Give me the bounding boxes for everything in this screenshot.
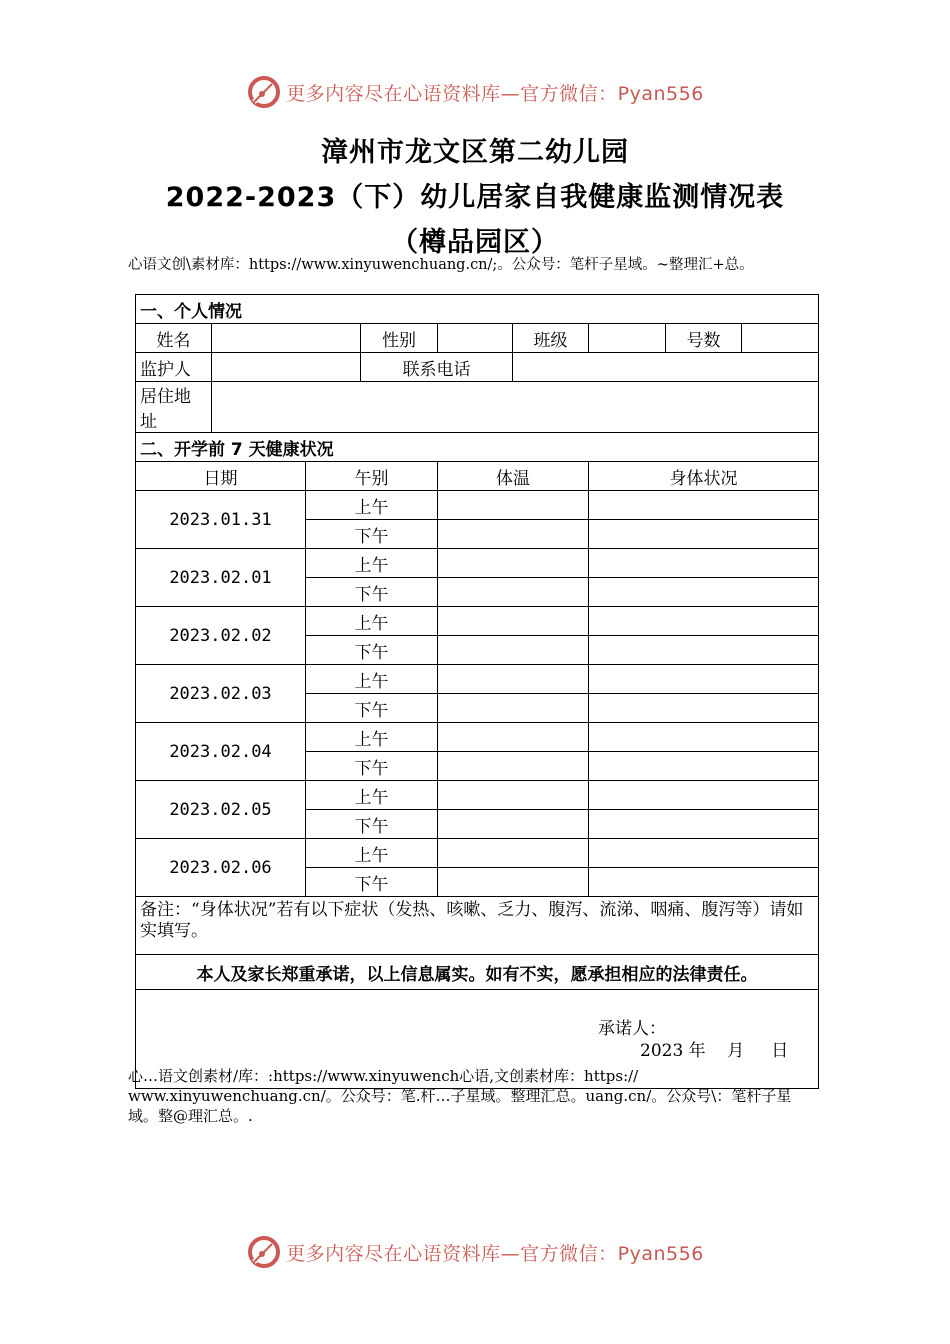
- am-label: 上午: [306, 839, 438, 868]
- condition-field[interactable]: [589, 781, 819, 810]
- number-label: 号数: [666, 324, 742, 353]
- pen-swirl-logo-icon: [246, 74, 282, 110]
- section-personal-heading: 一、个人情况: [136, 295, 819, 324]
- guardian-label: 监护人: [136, 353, 212, 382]
- condition-field[interactable]: [589, 810, 819, 839]
- date-cell: 2023.01.31: [136, 491, 306, 549]
- am-label: 上午: [306, 491, 438, 520]
- condition-field[interactable]: [589, 839, 819, 868]
- date-cell: 2023.02.04: [136, 723, 306, 781]
- am-label: 上午: [306, 665, 438, 694]
- temp-field[interactable]: [438, 868, 589, 897]
- school-title: 漳州市龙文区第二幼儿园: [321, 137, 629, 168]
- class-field[interactable]: [589, 324, 666, 353]
- pm-label: 下午: [306, 636, 438, 665]
- col-temp-header: 体温: [438, 462, 589, 491]
- gender-field[interactable]: [438, 324, 513, 353]
- phone-label: 联系电话: [361, 353, 513, 382]
- col-date-header: 日期: [136, 462, 306, 491]
- temp-field[interactable]: [438, 520, 589, 549]
- signer-label: 承诺人：: [598, 1019, 666, 1039]
- condition-field[interactable]: [589, 607, 819, 636]
- name-label: 姓名: [136, 324, 212, 353]
- temp-field[interactable]: [438, 607, 589, 636]
- temp-field[interactable]: [438, 781, 589, 810]
- signature-date: 2023 年 月 日: [640, 1041, 789, 1061]
- temp-field[interactable]: [438, 694, 589, 723]
- date-cell: 2023.02.05: [136, 781, 306, 839]
- condition-field[interactable]: [589, 549, 819, 578]
- temp-field[interactable]: [438, 752, 589, 781]
- pm-label: 下午: [306, 868, 438, 897]
- date-cell: 2023.02.06: [136, 839, 306, 897]
- gender-label: 性别: [361, 324, 438, 353]
- col-period-header: 午别: [306, 462, 438, 491]
- condition-field[interactable]: [589, 868, 819, 897]
- pm-label: 下午: [306, 694, 438, 723]
- header-banner: [0, 72, 950, 112]
- footer-banner: [0, 1232, 950, 1272]
- condition-field[interactable]: [589, 752, 819, 781]
- am-label: 上午: [306, 781, 438, 810]
- condition-field[interactable]: [589, 694, 819, 723]
- guardian-field[interactable]: [212, 353, 361, 382]
- pm-label: 下午: [306, 810, 438, 839]
- section-health-heading: 二、开学前 7 天健康状况: [136, 433, 819, 462]
- date-cell: 2023.02.02: [136, 607, 306, 665]
- pen-swirl-logo-icon: [246, 1234, 282, 1270]
- temp-field[interactable]: [438, 636, 589, 665]
- promise-statement: 本人及家长郑重承诺，以上信息属实。如有不实，愿承担相应的法律责任。: [136, 955, 819, 990]
- temp-field[interactable]: [438, 723, 589, 752]
- phone-field[interactable]: [513, 353, 819, 382]
- watermark-bottom: 心…语文创素材/库：:https://www.xinyuwench心语,文创素材库：https:// www.xinyuwenchuang.cn/。公众号：笔.杆…子星域。整理汇总。uang.cn/。公众号\：笔杆子星域。整@理汇总。.: [128, 1067, 792, 1125]
- am-label: 上午: [306, 723, 438, 752]
- condition-field[interactable]: [589, 491, 819, 520]
- class-label: 班级: [513, 324, 589, 353]
- am-label: 上午: [306, 607, 438, 636]
- temp-field[interactable]: [438, 549, 589, 578]
- pm-label: 下午: [306, 520, 438, 549]
- condition-field[interactable]: [589, 636, 819, 665]
- number-field[interactable]: [742, 324, 819, 353]
- pm-label: 下午: [306, 752, 438, 781]
- condition-field[interactable]: [589, 520, 819, 549]
- form-title: 2022-2023（下）幼儿居家自我健康监测情况表: [165, 182, 785, 213]
- temp-field[interactable]: [438, 665, 589, 694]
- banner-text: 更多内容尽在心语资料库—官方微信：Pyan556: [286, 82, 704, 105]
- banner-text: 更多内容尽在心语资料库—官方微信：Pyan556: [286, 1242, 704, 1265]
- name-field[interactable]: [212, 324, 361, 353]
- health-monitoring-form: [135, 294, 819, 1089]
- address-label: 居住地址: [136, 382, 212, 433]
- campus-subtitle: （樽品园区）: [391, 227, 559, 258]
- temp-field[interactable]: [438, 839, 589, 868]
- address-field[interactable]: [212, 382, 819, 433]
- symptom-note: 备注：“身体状况”若有以下症状（发热、咳嗽、乏力、腹泻、流涕、咽痛、腹泻等）请如实填写。: [136, 897, 819, 955]
- temp-field[interactable]: [438, 810, 589, 839]
- temp-field[interactable]: [438, 491, 589, 520]
- watermark-top: 心语文创\素材库：https://www.xinyuwenchuang.cn/;。公众号：笔杆子星域。~整理汇+总。: [128, 257, 754, 273]
- condition-field[interactable]: [589, 665, 819, 694]
- condition-field[interactable]: [589, 723, 819, 752]
- date-cell: 2023.02.03: [136, 665, 306, 723]
- pm-label: 下午: [306, 578, 438, 607]
- col-condition-header: 身体状况: [589, 462, 819, 491]
- temp-field[interactable]: [438, 578, 589, 607]
- condition-field[interactable]: [589, 578, 819, 607]
- date-cell: 2023.02.01: [136, 549, 306, 607]
- am-label: 上午: [306, 549, 438, 578]
